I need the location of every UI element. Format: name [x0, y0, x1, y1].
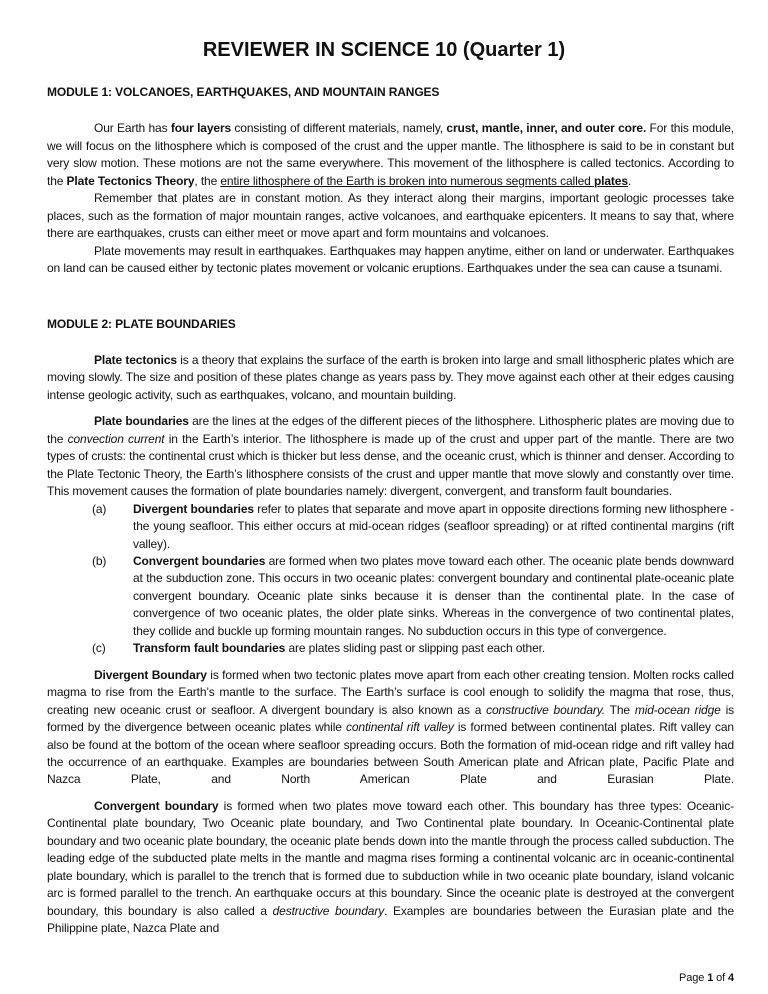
text-run: For this module, we will focus on the lithosphere which is composed of the crust and the upper mantle. The lithosphere is said to be in constant but very slow motion. These motions are not the same everywhere. This movement of the lithosphere is called tectonics. According to the — [47, 121, 734, 188]
list-label: (b) — [92, 553, 107, 568]
text-run: is formed between continental plates. Rift valley can also be found at the bottom of the ocean where seafloor spreading occurs. Both the formation of mid-ocean ridge and rift valley had the occurrence of an earthquake. Examples are boundaries between South American plate and African plate, Pacific Plate and Nazca Plate, and North American Plate and Eurasian Plate. — [47, 720, 734, 787]
page-footer — [679, 970, 734, 987]
text-run: four layers — [170, 121, 232, 136]
text-run: Divergent Boundary — [94, 667, 207, 682]
list-text — [133, 641, 545, 655]
text-run: consisting of different materials, namely, — [231, 121, 447, 136]
paragraph — [47, 243, 734, 278]
text-run: destructive boundary — [272, 903, 385, 918]
text-run: entire lithosphere of the Earth is broken into numerous segments called — [220, 173, 594, 188]
text-run: in the Earth’s interior. The lithosphere is made up of the crust and upper part of the mantle. There are two types of crusts: the continental crust which is thicker but less dense, and the oceanic crust, which is thinner and denser. According to the Plate Tectonic Theory, the Earth’s lithosphere consists of the crust and upper mantle that move slowly and constantly over time. This movement causes the formation of plate boundaries namely: divergent, convergent, and transform fault boundaries. — [47, 431, 734, 499]
document-body — [47, 84, 734, 937]
text-run: refer to plates that separate and move apart in opposite directions forming new lithosphere - the young seafloor. This either occurs at mid-ocean ridges (seafloor spreading) or at rifted continental margins (rift valley). — [133, 501, 734, 551]
paragraph — [47, 352, 734, 404]
document-title: REVIEWER IN SCIENCE 10 (Quarter 1) — [202, 39, 566, 61]
text-run: mid-ocean ridge — [634, 702, 721, 717]
paragraph — [47, 667, 734, 789]
text-run: Transform fault boundaries — [133, 641, 286, 656]
text-run: is formed by the divergence between oceanic plates while — [47, 702, 735, 735]
text-run: Plate boundaries — [94, 414, 189, 429]
module1-heading: MODULE 1: VOLCANOES, EARTHQUAKES, AND MOUNTAIN RANGES — [47, 85, 440, 99]
text-run: is formed when two plates move toward each other. This boundary has three types: Oceanic-Continental plate boundary, Two Oceanic plate boundary, and Two Continental plate boundary. In Oceanic-Continental plate boundary and two oceanic plate boundary, the oceanic plate bends down into the mantle through the process called subduction. The leading edge of the subducted plate melts in the mantle and magma rises forming a continental volcanic arc in oceanic-continental plate boundary, which is parallel to the trench that is formed due to subduction while in two oceanic plate boundary, island volcanic arc is formed parallel to the trench. An earthquake occurs at this boundary. Since the oceanic plate is destroyed at the convergent boundary, this boundary is also called a — [47, 798, 734, 918]
text-run: are the lines at the edges of the different pieces of the lithosphere. Lithospheric plates are moving due to the — [47, 414, 735, 446]
text-run: is a theory that explains the surface of the earth is broken into large and small lithospheric plates which are moving slowly. The size and position of these plates change as years pass by. They move against each other at their edges causing intense geologic activity, such as earthquakes, volcano, and mountain building. — [47, 352, 735, 402]
text-run: crust, mantle, inner, and outer core. — [446, 121, 647, 136]
list-text — [133, 554, 734, 638]
list-item — [47, 553, 734, 640]
list-label: (a) — [92, 501, 107, 516]
text-run: Plate Tectonics Theory — [66, 173, 195, 188]
text-run: Remember that plates are in constant motion. As they interact along their margins, important geologic processes take places, such as the formation of major mountain ranges, active volcanoes, and earthquake epicenters. It means to say that, where there are earthquakes, crusts can either meet or move apart and form mountains and volcanoes. — [47, 191, 734, 241]
text-run: The — [604, 702, 635, 717]
page-number: 1 — [707, 972, 714, 984]
paragraph — [47, 798, 734, 938]
text-run: . Examples are boundaries between the Eurasian plate and the Philippine plate, Nazca Plate and — [47, 903, 734, 936]
page-label: Page — [679, 972, 705, 984]
text-run: plates — [593, 173, 628, 188]
text-run: , the — [194, 173, 221, 188]
text-run: convection current — [67, 431, 165, 446]
text-run: is formed when two tectonic plates move apart from each other creating tension. Molten rocks called magma to rise from the Earth’s mantle to the surface. The Earth’s surface is cool enough to solidify the magma that rose, thus, creating new oceanic crust or seafloor. A divergent boundary is also known as a — [47, 667, 734, 717]
module2-heading: MODULE 2: PLATE BOUNDARIES — [47, 316, 236, 331]
paragraph — [47, 190, 734, 242]
text-run: Plate tectonics — [94, 352, 177, 367]
text-run: are formed when two plates move toward each other. The oceanic plate bends downward at the subduction zone. This occurs in two oceanic plates: convergent boundary and continental plate-oceanic plate convergent boundary. Oceanic plate sinks because it is denser than the continental plate. In the case of convergence of two oceanic plates, the older plate sinks. Whereas in the convergence of two continental plates, they collide and buckle up forming mountain ranges. No subduction occurs in this type of convergence. — [133, 553, 734, 638]
list-item — [47, 501, 734, 553]
text-run: are plates sliding past or slipping past each other. — [285, 641, 546, 656]
paragraph — [47, 413, 734, 500]
text-run: Convergent boundary — [94, 798, 219, 813]
text-run: Divergent boundaries — [133, 501, 254, 516]
of-label: of — [716, 972, 726, 984]
text-run: continental rift valley — [345, 720, 454, 735]
list-item — [47, 640, 734, 657]
paragraph — [47, 120, 734, 190]
text-run: Plate movements may result in earthquakes. Earthquakes may happen anytime, either on land or underwater. Earthquakes on land can be caused either by tectonic plates movement or volcanic eruptions. Earthquakes under the sea can cause a tsunami. — [47, 243, 734, 276]
boundary-list — [47, 501, 734, 658]
text-run: constructive boundary. — [486, 702, 605, 717]
text-run: . — [627, 173, 632, 188]
text-run: Our Earth has — [94, 121, 171, 136]
page-total: 4 — [728, 972, 734, 984]
text-run: Convergent boundaries — [133, 553, 266, 568]
list-label: (c) — [92, 641, 106, 656]
list-text — [133, 502, 734, 551]
